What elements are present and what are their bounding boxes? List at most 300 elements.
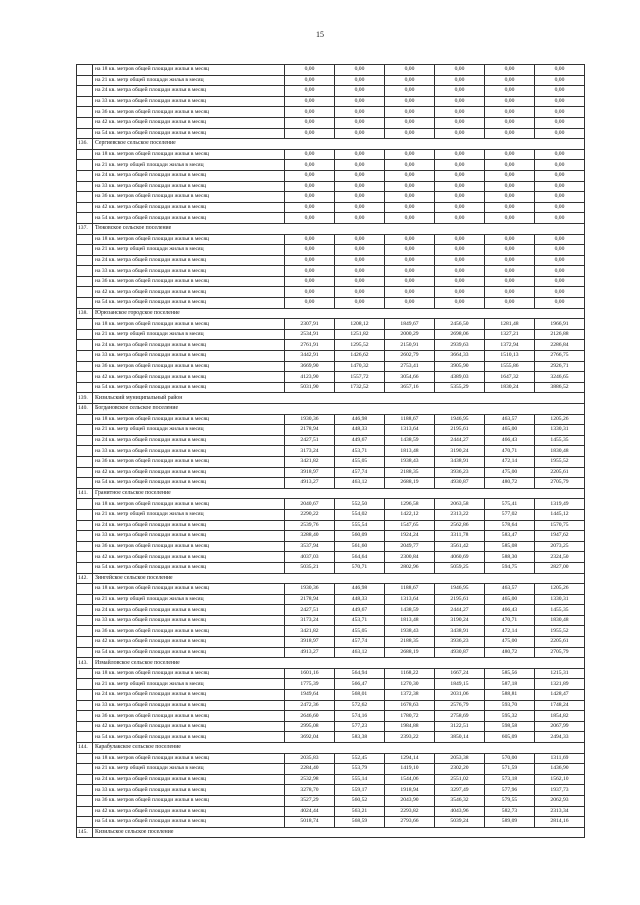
- cell-value: 2126,88: [535, 329, 585, 340]
- cell-value: 3561,42: [435, 541, 485, 552]
- row-label: на 18 кв. метров общей площади жилья в месяц: [93, 499, 285, 510]
- row-label: на 33 кв. метра общей площади жилья в месяц: [93, 615, 285, 626]
- cell-value: 455,05: [335, 456, 385, 467]
- cell-value: 0,00: [535, 192, 585, 203]
- cell-value: 0,00: [535, 96, 585, 107]
- row-label: на 54 кв. метра общей площади жилья в месяц: [93, 382, 285, 393]
- cell-value: 0,00: [385, 181, 435, 192]
- row-label: на 24 кв. метра общей площади жилья в месяц: [93, 340, 285, 351]
- cell-value: 0,00: [385, 245, 435, 256]
- row-label: на 18 кв. метров общей площади жилья в месяц: [93, 414, 285, 425]
- cell-value: 0,00: [435, 192, 485, 203]
- table-row: [77, 456, 585, 467]
- cell-value: 3918,97: [285, 467, 335, 478]
- cell-value: 0,00: [285, 96, 335, 107]
- cell-value: 1294,14: [385, 753, 435, 764]
- cell-value: 0,00: [335, 96, 385, 107]
- cell-value: 555,54: [335, 520, 385, 531]
- row-number: [77, 456, 93, 467]
- cell-value: 573,18: [485, 774, 535, 785]
- cell-value: 1251,82: [335, 329, 385, 340]
- cell-value: 0,00: [435, 276, 485, 287]
- cell-value: 0,00: [435, 245, 485, 256]
- cell-value: 585,56: [485, 668, 535, 679]
- table-row: [77, 520, 585, 531]
- row-number: [77, 626, 93, 637]
- cell-value: 598,58: [485, 721, 535, 732]
- cell-value: 0,00: [535, 86, 585, 97]
- row-number: [77, 552, 93, 563]
- cell-value: 4123,90: [285, 372, 335, 383]
- cell-value: 0,00: [535, 128, 585, 139]
- table-row: [77, 774, 585, 785]
- cell-value: 2286,84: [535, 340, 585, 351]
- row-number: [77, 467, 93, 478]
- table-row: [77, 351, 585, 362]
- cell-value: 3278,70: [285, 785, 335, 796]
- cell-value: 1168,22: [385, 668, 435, 679]
- section-row: [77, 573, 585, 584]
- section-row: [77, 488, 585, 499]
- row-number: [77, 541, 93, 552]
- table-row: [77, 86, 585, 97]
- cell-value: 1930,36: [285, 414, 335, 425]
- row-number: [77, 117, 93, 128]
- cell-value: 0,00: [285, 160, 335, 171]
- cell-value: 5018,74: [285, 817, 335, 828]
- cell-value: 453,71: [335, 615, 385, 626]
- cell-value: 2444,27: [435, 605, 485, 616]
- table-row: [77, 690, 585, 701]
- cell-value: 2793,66: [385, 817, 435, 828]
- cell-value: 3546,32: [435, 795, 485, 806]
- row-label: на 33 кв. метра общей площади жилья в месяц: [93, 181, 285, 192]
- cell-value: 2188,35: [385, 467, 435, 478]
- cell-value: 2324,50: [535, 552, 585, 563]
- cell-value: 2031,06: [435, 690, 485, 701]
- cell-value: 0,00: [435, 160, 485, 171]
- cell-value: 3122,51: [435, 721, 485, 732]
- cell-value: 0,00: [385, 96, 435, 107]
- cell-value: 4024,44: [285, 806, 335, 817]
- cell-value: 3669,90: [285, 361, 335, 372]
- cell-value: 1930,36: [285, 584, 335, 595]
- cell-value: 1188,67: [385, 414, 435, 425]
- cell-value: 3297,49: [435, 785, 485, 796]
- cell-value: 0,00: [385, 202, 435, 213]
- cell-value: 1966,91: [535, 319, 585, 330]
- cell-value: 3664,33: [435, 351, 485, 362]
- row-label: на 18 кв. метров общей площади жилья в месяц: [93, 234, 285, 245]
- cell-value: 1601,16: [285, 668, 335, 679]
- row-number: [77, 202, 93, 213]
- row-label: на 24 кв. метра общей площади жилья в месяц: [93, 170, 285, 181]
- cell-value: 3246,65: [535, 372, 585, 383]
- row-label: на 21 кв. метр общей площади жилья в месяц: [93, 75, 285, 86]
- cell-value: 1281,48: [485, 319, 535, 330]
- table-row: [77, 266, 585, 277]
- cell-value: 1311,69: [535, 753, 585, 764]
- cell-value: 4043,96: [435, 806, 485, 817]
- row-label: на 36 кв. метров общей площади жилья в месяц: [93, 711, 285, 722]
- cell-value: 561,60: [335, 541, 385, 552]
- row-label: на 54 кв. метра общей площади жилья в месяц: [93, 128, 285, 139]
- cell-value: 0,00: [435, 287, 485, 298]
- cell-value: 2802,96: [385, 562, 435, 573]
- cell-value: 1946,95: [435, 584, 485, 595]
- cell-value: 0,00: [485, 192, 535, 203]
- cell-value: 1555,86: [485, 361, 535, 372]
- cell-value: 3936,23: [435, 637, 485, 648]
- cell-value: 1949,64: [285, 690, 335, 701]
- cell-value: 1188,67: [385, 584, 435, 595]
- cell-value: 1647,32: [485, 372, 535, 383]
- row-label: на 36 кв. метров общей площади жилья в месяц: [93, 361, 285, 372]
- cell-value: 4930,87: [435, 478, 485, 489]
- cell-value: 0,00: [435, 86, 485, 97]
- cell-value: 1296,58: [385, 499, 435, 510]
- cell-value: 1215,31: [535, 668, 585, 679]
- row-label: на 36 кв. метров общей площади жилья в месяц: [93, 276, 285, 287]
- table-row: [77, 785, 585, 796]
- cell-value: 583,38: [335, 732, 385, 743]
- cell-value: 3190,24: [435, 446, 485, 457]
- row-label: на 54 кв. метра общей площади жилья в месяц: [93, 732, 285, 743]
- row-label: на 36 кв. метров общей площади жилья в месяц: [93, 192, 285, 203]
- row-label: на 24 кв. метра общей площади жилья в месяц: [93, 605, 285, 616]
- row-label: на 54 кв. метра общей площади жилья в месяц: [93, 562, 285, 573]
- table-row: [77, 478, 585, 489]
- cell-value: 0,00: [385, 234, 435, 245]
- cell-value: 1570,75: [535, 520, 585, 531]
- cell-value: 0,00: [435, 170, 485, 181]
- cell-value: 465,00: [485, 425, 535, 436]
- cell-value: 453,71: [335, 446, 385, 457]
- cell-value: 577,02: [485, 509, 535, 520]
- section-row: [77, 658, 585, 669]
- cell-value: 449,67: [335, 435, 385, 446]
- cell-value: 0,00: [335, 107, 385, 118]
- row-number: [77, 753, 93, 764]
- cell-value: 560,52: [335, 795, 385, 806]
- cell-value: 0,00: [485, 287, 535, 298]
- cell-value: 2705,79: [535, 478, 585, 489]
- cell-value: 583,47: [485, 531, 535, 542]
- row-number: [77, 435, 93, 446]
- cell-value: 566,47: [335, 679, 385, 690]
- cell-value: 1854,82: [535, 711, 585, 722]
- cell-value: 3527,29: [285, 795, 335, 806]
- cell-value: 2195,61: [435, 425, 485, 436]
- row-number: [77, 594, 93, 605]
- cell-value: 571,59: [485, 764, 535, 775]
- cell-value: 1780,72: [385, 711, 435, 722]
- cell-value: 588,81: [485, 690, 535, 701]
- cell-value: 2427,51: [285, 605, 335, 616]
- row-label: на 24 кв. метра общей площади жилья в месяц: [93, 520, 285, 531]
- cell-value: 0,00: [485, 266, 535, 277]
- cell-value: 0,00: [385, 107, 435, 118]
- cell-value: 0,00: [435, 181, 485, 192]
- row-label: на 21 кв. метр общей площади жилья в месяц: [93, 245, 285, 256]
- cell-value: 0,00: [535, 107, 585, 118]
- cell-value: 2939,63: [435, 340, 485, 351]
- cell-value: 0,00: [335, 298, 385, 309]
- cell-value: 480,72: [485, 647, 535, 658]
- table-row: [77, 541, 585, 552]
- cell-value: 1330,31: [535, 425, 585, 436]
- row-number: 141.: [77, 488, 93, 499]
- cell-value: 2284,40: [285, 764, 335, 775]
- cell-value: 3288,40: [285, 531, 335, 542]
- row-number: [77, 509, 93, 520]
- cell-value: 593,70: [485, 700, 535, 711]
- cell-value: 2551,02: [435, 774, 485, 785]
- cell-value: 0,00: [385, 65, 435, 76]
- row-label: на 21 кв. метр общей площади жилья в месяц: [93, 160, 285, 171]
- cell-value: 1562,10: [535, 774, 585, 785]
- row-label: на 18 кв. метров общей площади жилья в месяц: [93, 149, 285, 160]
- cell-value: 564,94: [335, 668, 385, 679]
- cell-value: 0,00: [435, 298, 485, 309]
- cell-value: 3438,91: [435, 626, 485, 637]
- table-row: [77, 753, 585, 764]
- row-label: на 36 кв. метров общей площади жилья в месяц: [93, 541, 285, 552]
- row-label: на 42 кв. метра общей площади жилья в месяц: [93, 117, 285, 128]
- cell-value: 0,00: [485, 298, 535, 309]
- cell-value: 0,00: [535, 149, 585, 160]
- cell-value: 0,00: [385, 160, 435, 171]
- row-number: 139.: [77, 393, 93, 404]
- row-label: на 21 кв. метр общей площади жилья в месяц: [93, 764, 285, 775]
- cell-value: 1270,30: [385, 679, 435, 690]
- table-row: [77, 711, 585, 722]
- cell-value: 2427,51: [285, 435, 335, 446]
- cell-value: 1918,94: [385, 785, 435, 796]
- cell-value: 4930,87: [435, 647, 485, 658]
- row-label: на 33 кв. метра общей площади жилья в месяц: [93, 351, 285, 362]
- row-label: на 21 кв. метр общей площади жилья в месяц: [93, 679, 285, 690]
- cell-value: 0,00: [535, 266, 585, 277]
- cell-value: 4913,27: [285, 478, 335, 489]
- cell-value: 2688,19: [385, 647, 435, 658]
- row-number: [77, 128, 93, 139]
- cell-value: 1544,06: [385, 774, 435, 785]
- row-number: 144.: [77, 743, 93, 754]
- cell-value: 0,00: [485, 86, 535, 97]
- cell-value: 1372,94: [485, 340, 535, 351]
- cell-value: 1319,49: [535, 499, 585, 510]
- cell-value: 0,00: [535, 298, 585, 309]
- cell-value: 2827,00: [535, 562, 585, 573]
- cell-value: 2602,79: [385, 351, 435, 362]
- cell-value: 0,00: [285, 181, 335, 192]
- section-title: Богдановское сельское поселение: [93, 404, 585, 415]
- table-row: [77, 594, 585, 605]
- cell-value: 2043,90: [385, 795, 435, 806]
- cell-value: 0,00: [385, 298, 435, 309]
- row-label: на 24 кв. метра общей площади жилья в месяц: [93, 255, 285, 266]
- cell-value: 2753,41: [385, 361, 435, 372]
- table-row: [77, 319, 585, 330]
- cell-value: 3850,14: [435, 732, 485, 743]
- cell-value: 2188,35: [385, 637, 435, 648]
- cell-value: 3692,04: [285, 732, 335, 743]
- cell-value: 589,09: [485, 817, 535, 828]
- cell-value: 554,02: [335, 509, 385, 520]
- cell-value: 585,08: [485, 541, 535, 552]
- row-number: [77, 584, 93, 595]
- cell-value: 0,00: [285, 266, 335, 277]
- row-label: на 18 кв. метров общей площади жилья в месяц: [93, 319, 285, 330]
- cell-value: 448,33: [335, 425, 385, 436]
- cell-value: 4389,03: [435, 372, 485, 383]
- row-number: [77, 298, 93, 309]
- cell-value: 5059,25: [435, 562, 485, 573]
- cell-value: 466,43: [485, 605, 535, 616]
- row-number: [77, 255, 93, 266]
- table-row: [77, 584, 585, 595]
- cell-value: 0,00: [385, 287, 435, 298]
- cell-value: 1313,64: [385, 425, 435, 436]
- row-number: 142.: [77, 573, 93, 584]
- row-number: [77, 562, 93, 573]
- cell-value: 570,00: [485, 753, 535, 764]
- table-row: [77, 732, 585, 743]
- cell-value: 0,00: [385, 266, 435, 277]
- row-label: на 18 кв. метров общей площади жилья в месяц: [93, 668, 285, 679]
- cell-value: 472,14: [485, 626, 535, 637]
- row-number: [77, 160, 93, 171]
- cell-value: 3190,24: [435, 615, 485, 626]
- cell-value: 0,00: [335, 181, 385, 192]
- cell-value: 0,00: [285, 245, 335, 256]
- row-label: на 18 кв. метров общей площади жилья в месяц: [93, 584, 285, 595]
- cell-value: 2178,94: [285, 594, 335, 605]
- cell-value: 457,74: [335, 637, 385, 648]
- cell-value: 0,00: [285, 75, 335, 86]
- cell-value: 1372,38: [385, 690, 435, 701]
- cell-value: 448,33: [335, 594, 385, 605]
- cell-value: 3054,66: [385, 372, 435, 383]
- row-number: 143.: [77, 658, 93, 669]
- cell-value: 0,00: [335, 192, 385, 203]
- cell-value: 2995,08: [285, 721, 335, 732]
- cell-value: 0,00: [485, 96, 535, 107]
- cell-value: 582,73: [485, 806, 535, 817]
- cell-value: 472,14: [485, 456, 535, 467]
- cell-value: 0,00: [435, 128, 485, 139]
- cell-value: 0,00: [285, 234, 335, 245]
- cell-value: 0,00: [485, 149, 535, 160]
- cell-value: 0,00: [335, 287, 385, 298]
- cell-value: 2053,38: [435, 753, 485, 764]
- cell-value: 1924,24: [385, 531, 435, 542]
- cell-value: 0,00: [285, 86, 335, 97]
- cell-value: 0,00: [535, 170, 585, 181]
- cell-value: 3173,24: [285, 615, 335, 626]
- cell-value: 2205,61: [535, 467, 585, 478]
- cell-value: 572,62: [335, 700, 385, 711]
- table-row: [77, 467, 585, 478]
- cell-value: 1321,89: [535, 679, 585, 690]
- section-row: [77, 308, 585, 319]
- row-number: [77, 319, 93, 330]
- cell-value: 0,00: [535, 245, 585, 256]
- row-number: [77, 637, 93, 648]
- table-body: [77, 65, 585, 838]
- table-row: [77, 107, 585, 118]
- cell-value: 1849,15: [435, 679, 485, 690]
- cell-value: 1813,48: [385, 446, 435, 457]
- cell-value: 446,98: [335, 584, 385, 595]
- cell-value: 1667,24: [435, 668, 485, 679]
- row-number: [77, 774, 93, 785]
- row-number: [77, 690, 93, 701]
- row-label: на 36 кв. метров общей площади жилья в месяц: [93, 456, 285, 467]
- table-row: [77, 446, 585, 457]
- row-number: 136.: [77, 139, 93, 150]
- cell-value: 0,00: [385, 128, 435, 139]
- row-label: на 33 кв. метра общей площади жилья в месяц: [93, 96, 285, 107]
- row-number: [77, 234, 93, 245]
- cell-value: 2178,94: [285, 425, 335, 436]
- row-label: на 36 кв. метров общей площади жилья в месяц: [93, 626, 285, 637]
- row-label: на 33 кв. метра общей площади жилья в месяц: [93, 785, 285, 796]
- table-row: [77, 329, 585, 340]
- row-label: на 24 кв. метра общей площади жилья в месяц: [93, 435, 285, 446]
- row-label: на 33 кв. метра общей площади жилья в месяц: [93, 446, 285, 457]
- cell-value: 1938,43: [385, 626, 435, 637]
- cell-value: 0,00: [435, 117, 485, 128]
- row-number: [77, 361, 93, 372]
- cell-value: 2067,99: [535, 721, 585, 732]
- cell-value: 560,09: [335, 531, 385, 542]
- row-number: 145.: [77, 827, 93, 838]
- cell-value: 3421,82: [285, 626, 335, 637]
- cell-value: 0,00: [335, 170, 385, 181]
- table-row: [77, 647, 585, 658]
- cell-value: 0,00: [385, 170, 435, 181]
- cell-value: 1937,73: [535, 785, 585, 796]
- cell-value: 564,64: [335, 552, 385, 563]
- cell-value: 0,00: [335, 202, 385, 213]
- section-title: Кизильское сельское поселение: [93, 827, 585, 838]
- row-number: [77, 181, 93, 192]
- cell-value: 446,98: [335, 414, 385, 425]
- cell-value: 1557,72: [335, 372, 385, 383]
- table-row: [77, 721, 585, 732]
- row-number: [77, 520, 93, 531]
- table-row: [77, 340, 585, 351]
- cell-value: 2532,98: [285, 774, 335, 785]
- table-row: [77, 817, 585, 828]
- table-row: [77, 552, 585, 563]
- cell-value: 2307,91: [285, 319, 335, 330]
- row-number: [77, 425, 93, 436]
- row-number: [77, 615, 93, 626]
- cell-value: 463,12: [335, 478, 385, 489]
- cell-value: 465,00: [485, 594, 535, 605]
- section-title: Зингейское сельское поселение: [93, 573, 585, 584]
- cell-value: 1775,39: [285, 679, 335, 690]
- cell-value: 0,00: [285, 149, 335, 160]
- cell-value: 3905,90: [435, 361, 485, 372]
- cell-value: 0,00: [535, 234, 585, 245]
- row-label: на 33 кв. метра общей площади жилья в месяц: [93, 266, 285, 277]
- row-label: на 42 кв. метра общей площади жилья в месяц: [93, 467, 285, 478]
- cell-value: 1955,52: [535, 456, 585, 467]
